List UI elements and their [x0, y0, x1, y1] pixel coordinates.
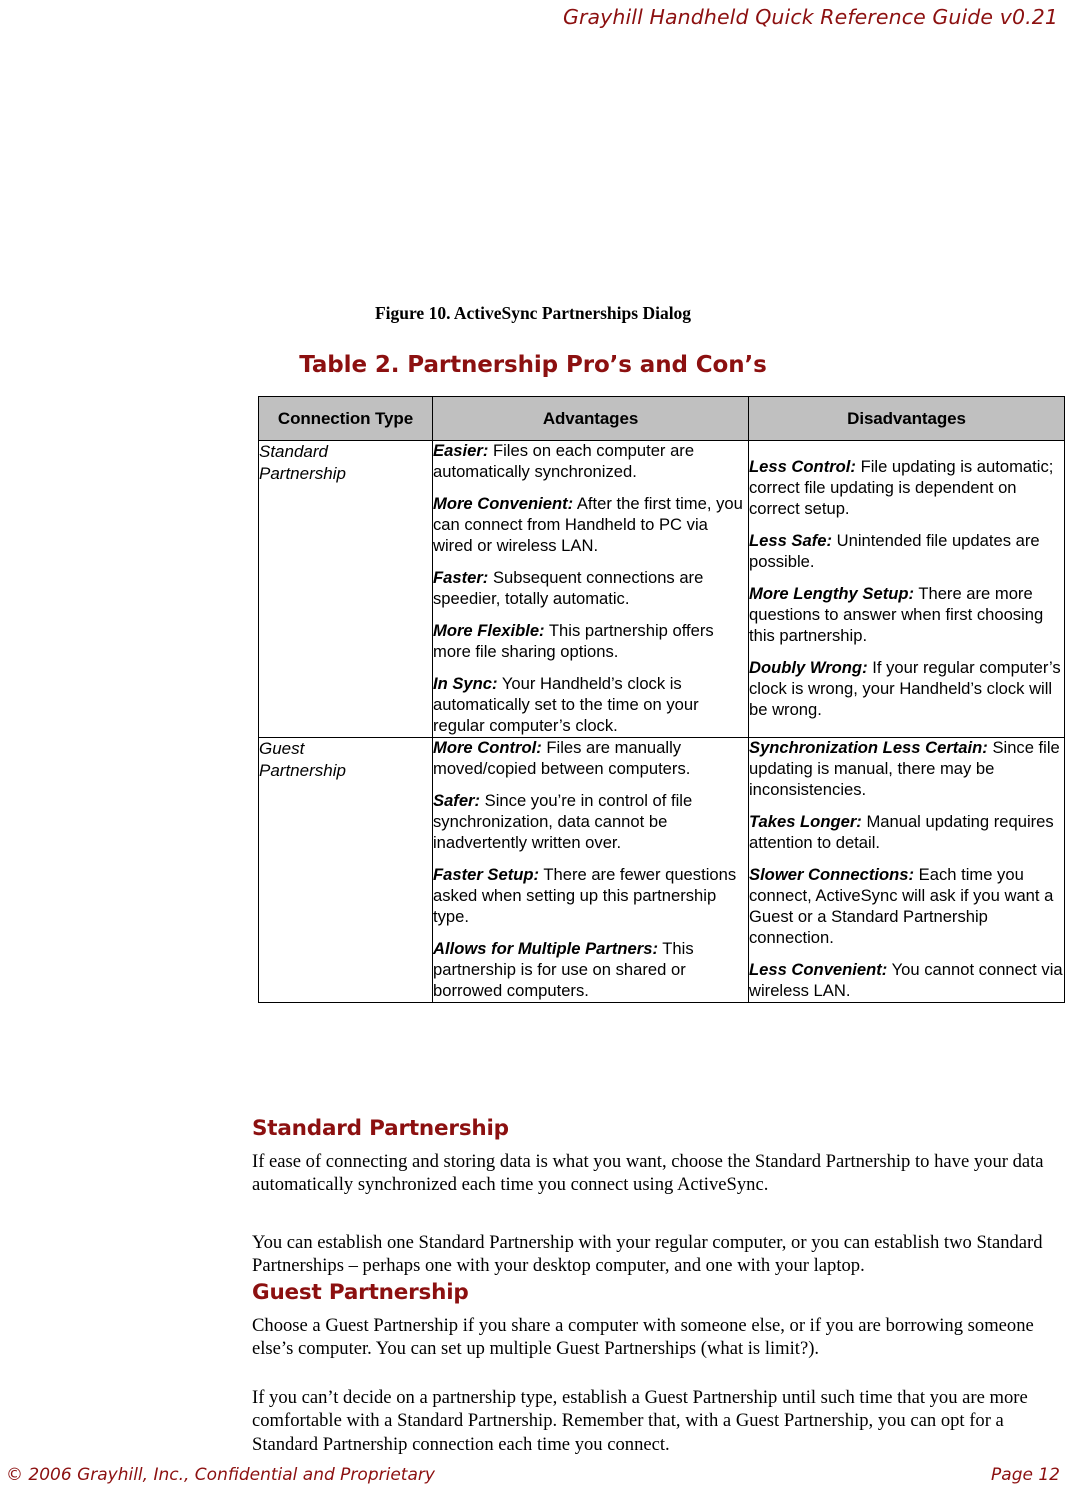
entry-lead: Doubly Wrong: [749, 657, 868, 677]
entry-text: File updating is automatic; correct file updating is dependent on correct setup. [749, 456, 1054, 518]
disadvantage-entry [749, 658, 1064, 721]
table-row [259, 441, 1065, 738]
disadvantage-entry [749, 738, 1064, 801]
entry-lead: Faster: [433, 567, 489, 587]
disadvantages-cell-standard [749, 441, 1065, 738]
entry-lead: Takes Longer: [749, 811, 862, 831]
disadvantage-entry [749, 457, 1064, 520]
column-header-advantages: Advantages [433, 397, 749, 441]
connection-type-line-2: Partnership [259, 463, 346, 483]
entry-lead: Less Safe: [749, 530, 833, 550]
column-header-disadvantages: Disadvantages [749, 397, 1065, 441]
entry-text: There are more questions to answer when first choosing this partnership. [749, 583, 1044, 645]
advantage-entry [433, 791, 748, 854]
connection-type-line-1: Standard [259, 442, 328, 461]
advantage-entry [433, 441, 748, 483]
entry-text: This partnership offers more file sharing options. [433, 620, 714, 661]
entry-lead: Easier: [433, 441, 489, 460]
entry-lead: More Control: [433, 737, 542, 757]
entry-lead: Safer: [433, 790, 481, 810]
paragraph-guest-1: Choose a Guest Partnership if you share a computer with someone else, or if you are borrowing someone else’s computer. You can set up multiple Guest Partnerships (what is limit?). [252, 1314, 1034, 1360]
footer-page-number: Page 12 [991, 1465, 1060, 1485]
column-header-connection-type: Connection Type [259, 397, 433, 441]
entry-text: Unintended file updates are possible. [749, 530, 1040, 571]
entry-text: After the first time, you can connect from Handheld to PC via wired or wireless LAN. [433, 493, 743, 555]
entry-lead: More Convenient: [433, 493, 574, 513]
entry-text: There are fewer questions asked when setting up this partnership type. [433, 864, 737, 926]
advantage-entry [433, 939, 748, 1002]
entry-text: Files on each computer are automatically synchronized. [433, 441, 695, 481]
disadvantage-entry [749, 812, 1064, 854]
advantage-entry [433, 738, 748, 780]
advantages-cell-guest [433, 737, 749, 1002]
footer-copyright: © 2006 Grayhill, Inc., Confidential and Proprietary [6, 1465, 435, 1485]
heading-standard-partnership: Standard Partnership [252, 1115, 509, 1141]
entry-text: Your Handheld’s clock is automatically set to the time on your regular computer’s clock. [433, 673, 699, 735]
entry-text: Manual updating requires attention to detail. [749, 811, 1054, 852]
entry-lead: More Flexible: [433, 620, 545, 640]
advantage-entry [433, 494, 748, 557]
entry-lead: Less Convenient: [749, 959, 888, 979]
advantage-entry [433, 568, 748, 610]
entry-text: Subsequent connections are speedier, totally automatic. [433, 567, 704, 608]
paragraph-standard-2: You can establish one Standard Partnership with your regular computer, or you can establish two Standard Partnerships – perhaps one with your desktop computer, and one with your laptop. [252, 1231, 1043, 1277]
entry-lead: Less Control: [749, 456, 856, 476]
disadvantage-entry [749, 584, 1064, 647]
entry-lead: In Sync: [433, 673, 498, 693]
entry-text: This partnership is for use on shared or borrowed computers. [433, 938, 694, 1000]
entry-text: Since you’re in control of file synchronization, data cannot be inadvertently written over. [433, 790, 693, 852]
advantage-entry [433, 621, 748, 663]
paragraph-standard-1: If ease of connecting and storing data is what you want, choose the Standard Partnership to have your data automatically synchronized each time you connect using ActiveSync. [252, 1150, 1044, 1196]
entry-lead: More Lengthy Setup: [749, 583, 915, 603]
document-title: Grayhill Handheld Quick Reference Guide v0.21 [562, 5, 1058, 29]
table-title: Table 2. Partnership Pro’s and Con’s [299, 352, 767, 378]
advantage-entry [433, 865, 748, 928]
figure-caption: Figure 10. ActiveSync Partnerships Dialog [374, 303, 692, 323]
entry-lead: Faster Setup: [433, 864, 540, 884]
connection-type-line-1: Guest [259, 738, 305, 758]
entry-lead: Synchronization Less Certain: [749, 737, 988, 757]
connection-type-line-2: Partnership [259, 760, 346, 780]
page-footer [0, 1461, 1066, 1489]
disadvantage-entry [749, 865, 1064, 949]
entry-lead: Slower Connections: [749, 864, 915, 884]
table-header-row [259, 397, 1065, 441]
advantages-cell-standard [433, 441, 749, 738]
heading-guest-partnership: Guest Partnership [252, 1279, 469, 1305]
entry-lead: Allows for Multiple Partners: [433, 938, 658, 958]
entry-text: You cannot connect via wireless LAN. [749, 959, 1063, 1000]
paragraph-guest-2: If you can’t decide on a partnership type, establish a Guest Partnership until such time that you are more comfortable with a Standard Partnership. Remember that, with a Guest Partnership, you can opt for a Standard Partnership connection each time you connect. [252, 1386, 1028, 1456]
connection-type-guest [259, 737, 433, 1002]
disadvantages-cell-guest [749, 737, 1065, 1002]
page-header [0, 0, 1066, 34]
disadvantage-entry [749, 960, 1064, 1002]
advantage-entry [433, 674, 748, 737]
entry-text: Each time you connect, ActiveSync will ask if you want a Guest or a Standard Partnership connection. [749, 864, 1054, 947]
entry-text: Since file updating is manual, there may be inconsistencies. [749, 737, 1060, 799]
table-row [259, 737, 1065, 1002]
connection-type-standard [259, 441, 433, 738]
disadvantage-entry [749, 531, 1064, 573]
partnership-pros-cons-table [258, 396, 1065, 1003]
entry-text: Files are manually moved/copied between computers. [433, 737, 691, 778]
entry-text: If your regular computer’s clock is wrong, your Handheld’s clock will be wrong. [749, 657, 1061, 719]
